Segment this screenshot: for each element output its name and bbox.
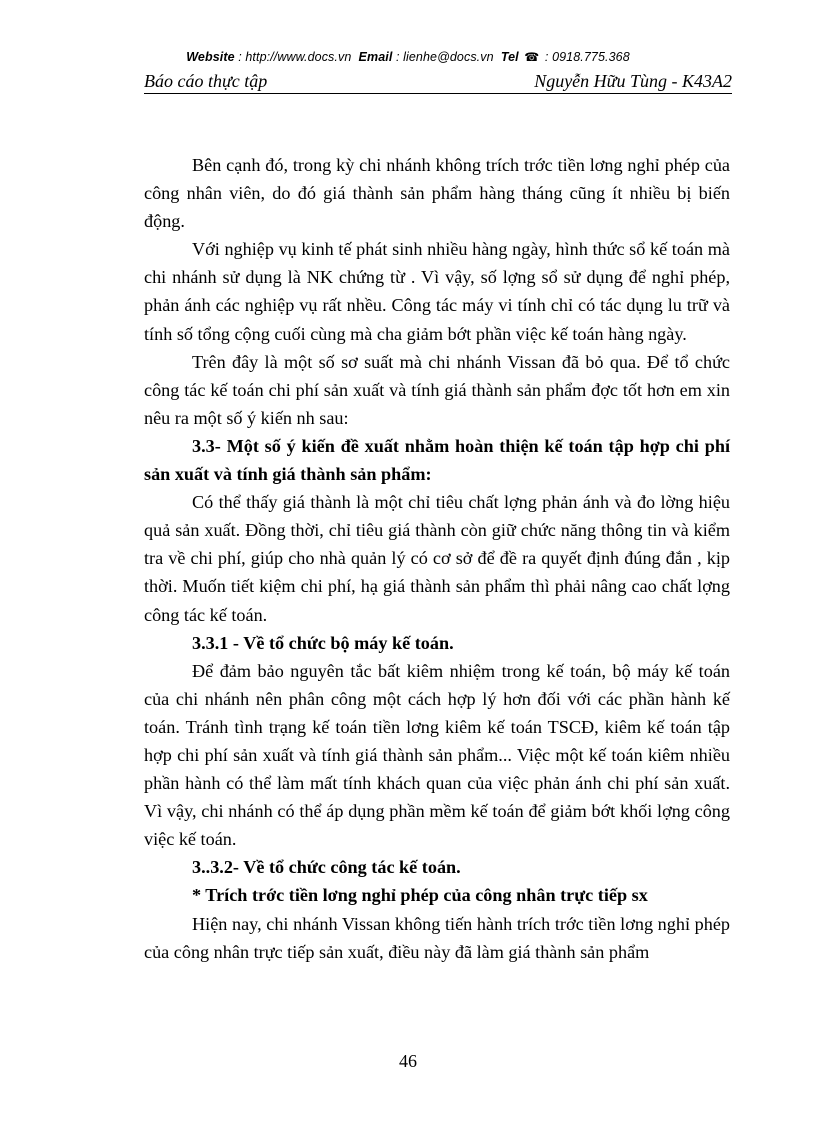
paragraph: Hiện nay, chi nhánh Vissan không tiến hành trích trớc tiền lơng nghỉ phép của công nhân trực tiếp sản xuất, điều này đã làm giá thành sản phẩm: [144, 913, 730, 962]
email-address: : lienhe@docs.vn: [392, 50, 494, 64]
email-label: Email: [358, 50, 393, 64]
header-report-title: Báo cáo thực tập: [144, 71, 268, 91]
tel-label: Tel: [500, 50, 519, 64]
page-header: [144, 71, 732, 94]
header-author: Nguyễn Hữu Tùng - K43A2: [534, 71, 732, 91]
website-label: Website: [186, 50, 235, 64]
tel-number: : 0918.775.368: [541, 50, 630, 64]
subsection-heading: 3..3.2- Về tổ chức công tác kế toán.: [192, 857, 461, 878]
paragraph: Để đảm bảo nguyên tắc bất kiêm nhiệm trong kế toán, bộ máy kế toán của chi nhánh nên phân công một cách hợp lý hơn đối với các phần hành kế toán. Tránh tình trạng kế toán tiền lơng kiêm kế toán TSCĐ, kiêm kế toán tập hợp chi phí sản xuất và tính giá thành sản phẩm... Việc một kế toán kiêm nhiều phần hành có thể làm mất tính khách quan của việc phản ánh chi phí sản xuất. Vì vậy, chi nhánh có thể áp dụng phần mềm kế toán để giảm bớt khối lợng công việc kế toán.: [144, 660, 730, 850]
website-contact-line: [0, 50, 816, 64]
section-heading: 3.3- Một số ý kiến đề xuất nhằm hoàn thiện kế toán tập hợp chi phí sản xuất và tính giá thành sản phẩm:: [144, 435, 730, 485]
paragraph: Trên đây là một số sơ suất mà chi nhánh Vissan đã bỏ qua. Để tổ chức công tác kế toán chi phí sản xuất và tính giá thành sản phẩm đợc tốt hơn em xin nêu ra một số ý kiến nh sau:: [144, 351, 730, 428]
phone-icon: ☎: [524, 50, 540, 64]
paragraph: Với nghiệp vụ kinh tế phát sinh nhiều hàng ngày, hình thức sổ kế toán mà chi nhánh sử dụng là NK chứng từ . Vì vậy, số lợng sổ sử dụng để nghỉ phép, phản ánh các nghiệp vụ rất nhều. Công tác máy vi tính chỉ có tác dụng lu trữ và tính số tổng cộng cuối cùng mà cha giảm bớt phần việc kế toán hàng ngày.: [144, 239, 730, 344]
item-heading: * Trích trớc tiền lơng nghỉ phép của công nhân trực tiếp sx: [192, 885, 648, 906]
page-number: 46: [399, 1051, 417, 1071]
document-body: [144, 151, 730, 966]
website-url: : http://www.docs.vn: [234, 50, 352, 64]
paragraph: Có thể thấy giá thành là một chỉ tiêu chất lợng phản ánh và đo lờng hiệu quả sản xuất. Đồng thời, chỉ tiêu giá thành còn giữ chức năng thông tin và kiểm tra về chi phí, giúp cho nhà quản lý có cơ sở để đề ra quyết định đúng đắn , kịp thời. Muốn tiết kiệm chi phí, hạ giá thành sản phẩm thì phải nâng cao chất lợng công tác kế toán.: [144, 492, 730, 625]
paragraph: Bên cạnh đó, trong kỳ chi nhánh không trích trớc tiền lơng nghỉ phép của công nhân viên, do đó giá thành sản phẩm hàng tháng cũng ít nhiều bị biến động.: [144, 155, 730, 232]
subsection-heading: 3.3.1 - Về tổ chức bộ máy kế toán.: [192, 632, 454, 653]
